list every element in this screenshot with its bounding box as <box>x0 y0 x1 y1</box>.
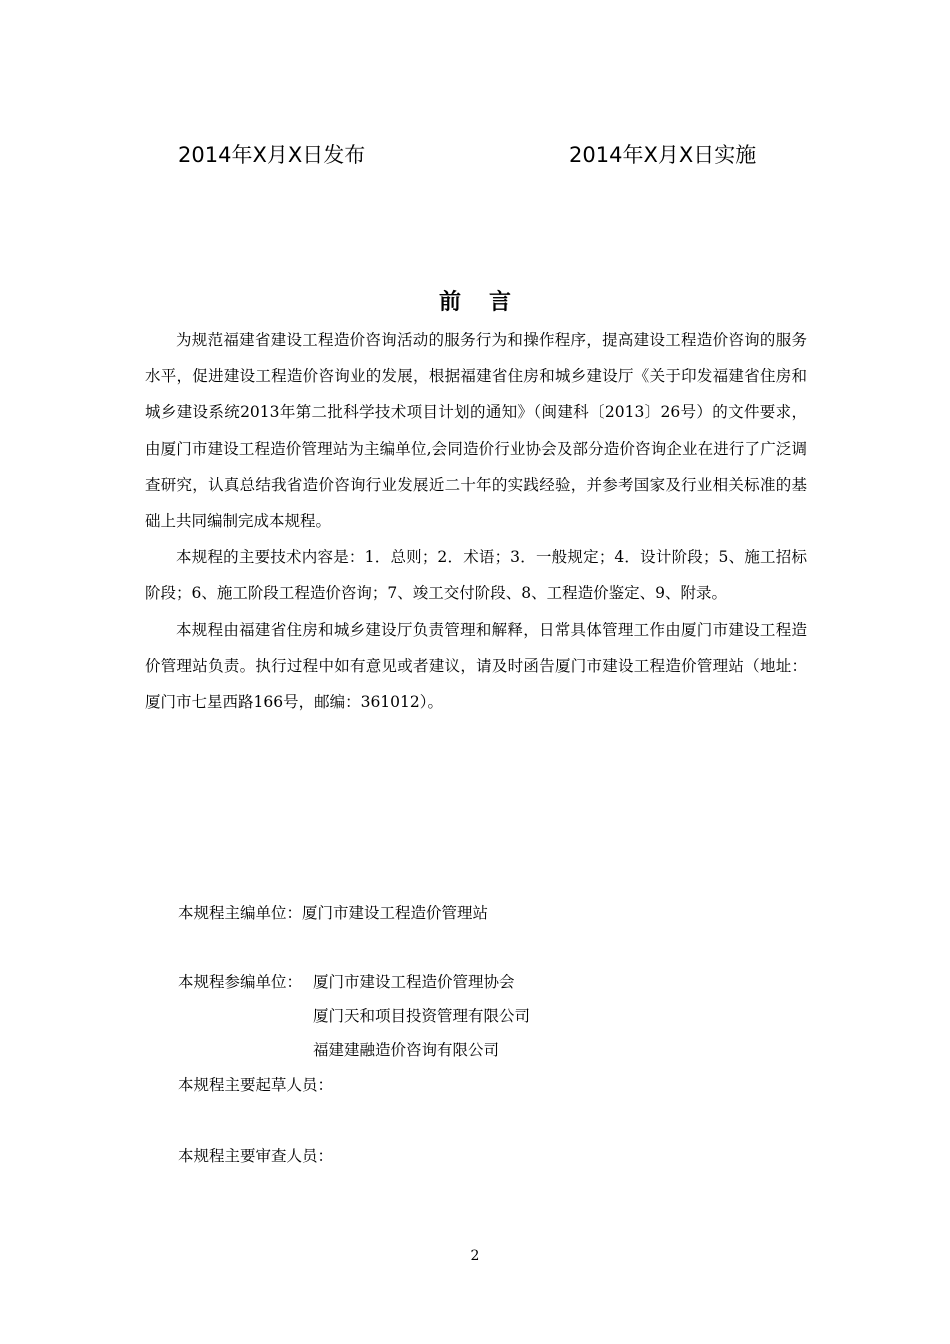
preface-paragraph: 本规程由福建省住房和城乡建设厅负责管理和解释，日常具体管理工作由厦门市建设工程造价管理站负责。执行过程中如有意见或者建议，请及时函告厦门市建设工程造价管理站（地址：厦门市七星西路166号，邮编：361012）。 <box>145 620 807 712</box>
date-line <box>0 138 950 172</box>
participating-unit: 厦门天和项目投资管理有限公司 <box>313 1007 531 1025</box>
implement-date: 2014年X月X日实施 <box>569 143 757 167</box>
participating-unit-label: 本规程参编单位： <box>178 973 303 991</box>
page-number: 2 <box>470 1248 480 1264</box>
preface-title: 前言 <box>438 290 539 315</box>
participating-unit: 福建建融造价咨询有限公司 <box>313 1041 500 1059</box>
chief-unit-label: 本规程主编单位： <box>178 904 303 922</box>
chief-unit-row <box>178 896 488 930</box>
preface-body <box>145 322 807 720</box>
chief-unit: 厦门市建设工程造价管理站 <box>302 904 489 922</box>
drafters-label: 本规程主要起草人员： <box>178 1076 334 1094</box>
preface-paragraph: 本规程的主要技术内容是：1．总则；2．术语；3．一般规定；4．设计阶段；5、施工招标阶段；6、施工阶段工程造价咨询；7、竣工交付阶段、8、工程造价鉴定、9、附录。 <box>145 548 807 603</box>
participating-unit: 厦门市建设工程造价管理协会 <box>313 973 515 991</box>
publish-date: 2014年X月X日发布 <box>178 143 366 167</box>
reviewers-label: 本规程主要审查人员： <box>178 1147 334 1165</box>
preface-paragraph: 为规范福建省建设工程造价咨询活动的服务行为和操作程序，提高建设工程造价咨询的服务水平，促进建设工程造价咨询业的发展，根据福建省住房和城乡建设厅《关于印发福建省住房和城乡建设系统2013年第二批科学技术项目计划的通知》（闽建科〔2013〕26号）的文件要求，由厦门市建设工程造价管理站为主编单位,会同造价行业协会及部分造价咨询企业在进行了广泛调查研究，认真总结我省造价咨询行业发展近二十年的实践经验，并参考国家及行业相关标准的基础上共同编制完成本规程。 <box>145 331 807 531</box>
